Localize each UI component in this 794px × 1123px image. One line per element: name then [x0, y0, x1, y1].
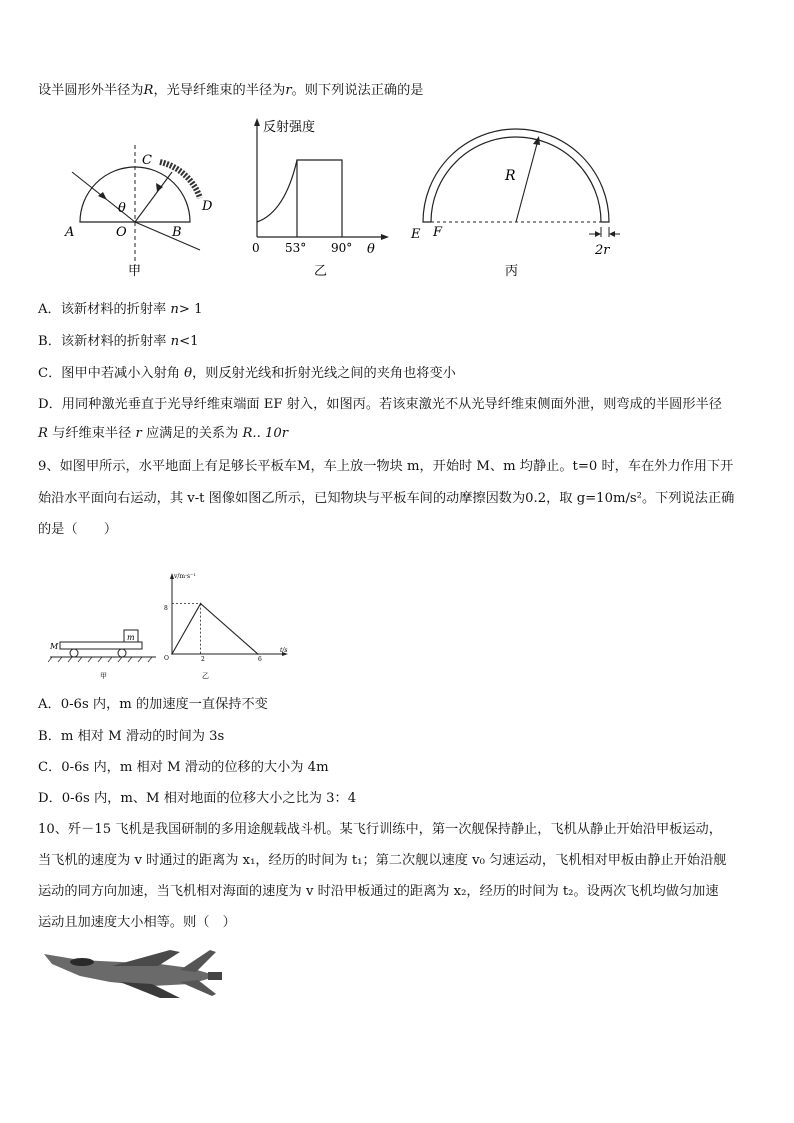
reflected-ray	[135, 172, 172, 222]
q8-option-a: A．该新材料的折射率 n> 1	[38, 302, 203, 317]
figure-vt-graph	[160, 568, 295, 688]
figure-refraction	[60, 140, 230, 280]
q10-line3: 运动的同方向加速，当飞机相对海面的速度为 v 时沿甲板通过的距离为 x₂，经历的时间为 t₂。设两次飞机均做匀加速	[38, 884, 719, 899]
jet-tail	[180, 950, 216, 972]
vt-point	[257, 653, 259, 655]
label-A: A	[65, 225, 75, 240]
caption-jia: 甲	[128, 264, 142, 279]
xlabel: θ	[367, 242, 375, 257]
vt-point	[171, 653, 173, 655]
label-E: E	[411, 227, 421, 242]
figure-cart	[48, 620, 158, 682]
label-B: B	[172, 225, 182, 240]
q10-line4: 运动且加速度大小相等。则（ ）	[38, 915, 236, 930]
radius-line	[516, 140, 538, 222]
figure-fiber	[405, 112, 625, 282]
vt-series-line	[172, 604, 258, 654]
q8-option-b: B．该新材料的折射率 n<1	[38, 334, 199, 349]
label-m: m	[127, 633, 135, 642]
label-theta: θ	[118, 201, 126, 216]
vt-tick-y8: 8	[164, 605, 168, 612]
q9-option-d: D．0-6s 内，m、M 相对地面的位移大小之比为 3：4	[38, 791, 357, 806]
q8-option-d-line2: R 与纤维束半径 r 应满足的关系为 R.. 10r	[38, 426, 289, 441]
vt-origin: O	[164, 655, 169, 662]
figure-intensity	[245, 112, 390, 282]
fiber-arc	[423, 129, 609, 222]
q9-line3: 的是（ ）	[38, 522, 118, 537]
q8-option-d-line1: D．用同种激光垂直于光导纤维束端面 EF 射入，如图丙。若该束激光不从光导纤维束侧面外泄，则弯成的半圆形半径	[38, 397, 722, 412]
vt-tick-x2: 2	[201, 656, 205, 663]
caption-vt: 乙	[202, 672, 209, 680]
q9-line2: 始沿水平面向右运动，其 v-t 图像如图乙所示，已知物块与平板车间的动摩擦因数为0.2，取 g=10m/s²。下列说法正确	[38, 491, 735, 506]
jet-cockpit	[70, 958, 94, 966]
origin-label: 0	[252, 241, 260, 255]
q9-option-a: A．0-6s 内，m 的加速度一直保持不变	[38, 697, 268, 712]
vt-point	[200, 603, 202, 605]
vt-ylabel: v/m·s⁻¹	[174, 573, 196, 580]
q9-line1: 9、如图甲所示，水平地面上有足够长平板车M，车上放一物块 m，开始时 M、m 均静止。t=0 时，车在外力作用下开	[38, 459, 734, 474]
vt-xlabel: t/s	[280, 647, 288, 654]
label-F: F	[433, 225, 443, 240]
q8-intro: 设半圆形外半径为R，光导纤维束的半径为r。则下列说法正确的是	[38, 83, 424, 98]
caption-bing: 丙	[505, 264, 519, 279]
tick-53: 53°	[285, 241, 307, 255]
label-O: O	[116, 225, 127, 240]
label-C: C	[142, 153, 152, 168]
label-D: D	[202, 199, 213, 214]
caption-yi: 乙	[314, 264, 328, 279]
reflected-arrow	[156, 183, 163, 192]
q9-option-b: B．m 相对 M 滑动的时间为 3s	[38, 729, 225, 744]
q8-option-c: C．图甲中若减小入射角 θ，则反射光线和折射光线之间的夹角也将变小	[38, 366, 456, 381]
caption-cart: 甲	[100, 672, 107, 680]
cart-M	[60, 642, 142, 649]
q10-line2: 当飞机的速度为 v 时通过的距离为 x₁，经历的时间为 t₁；第二次舰以速度 v₀ 匀速运动，飞机相对甲板由静止开始沿舰	[38, 853, 727, 868]
tick-90: 90°	[331, 241, 353, 255]
intensity-curve	[257, 160, 297, 222]
ylabel: 反射强度	[263, 120, 316, 135]
q10-line1: 10、歼－15 飞机是我国研制的多用途舰载战斗机。某飞行训练中，第一次舰保持静止，飞机从静止开始沿甲板运动，	[38, 822, 722, 837]
label-M: M	[50, 642, 59, 651]
label-2r: 2r	[595, 243, 610, 258]
intensity-plateau	[297, 160, 342, 237]
jet-photo	[40, 942, 225, 1000]
label-R: R	[505, 168, 516, 184]
jet-wing-top	[112, 950, 180, 966]
q9-option-c: C．0-6s 内，m 相对 M 滑动的位移的大小为 4m	[38, 760, 329, 775]
refracted-ray	[135, 222, 200, 250]
vt-plot	[171, 603, 258, 655]
vt-tick-x6: 6	[258, 656, 262, 663]
